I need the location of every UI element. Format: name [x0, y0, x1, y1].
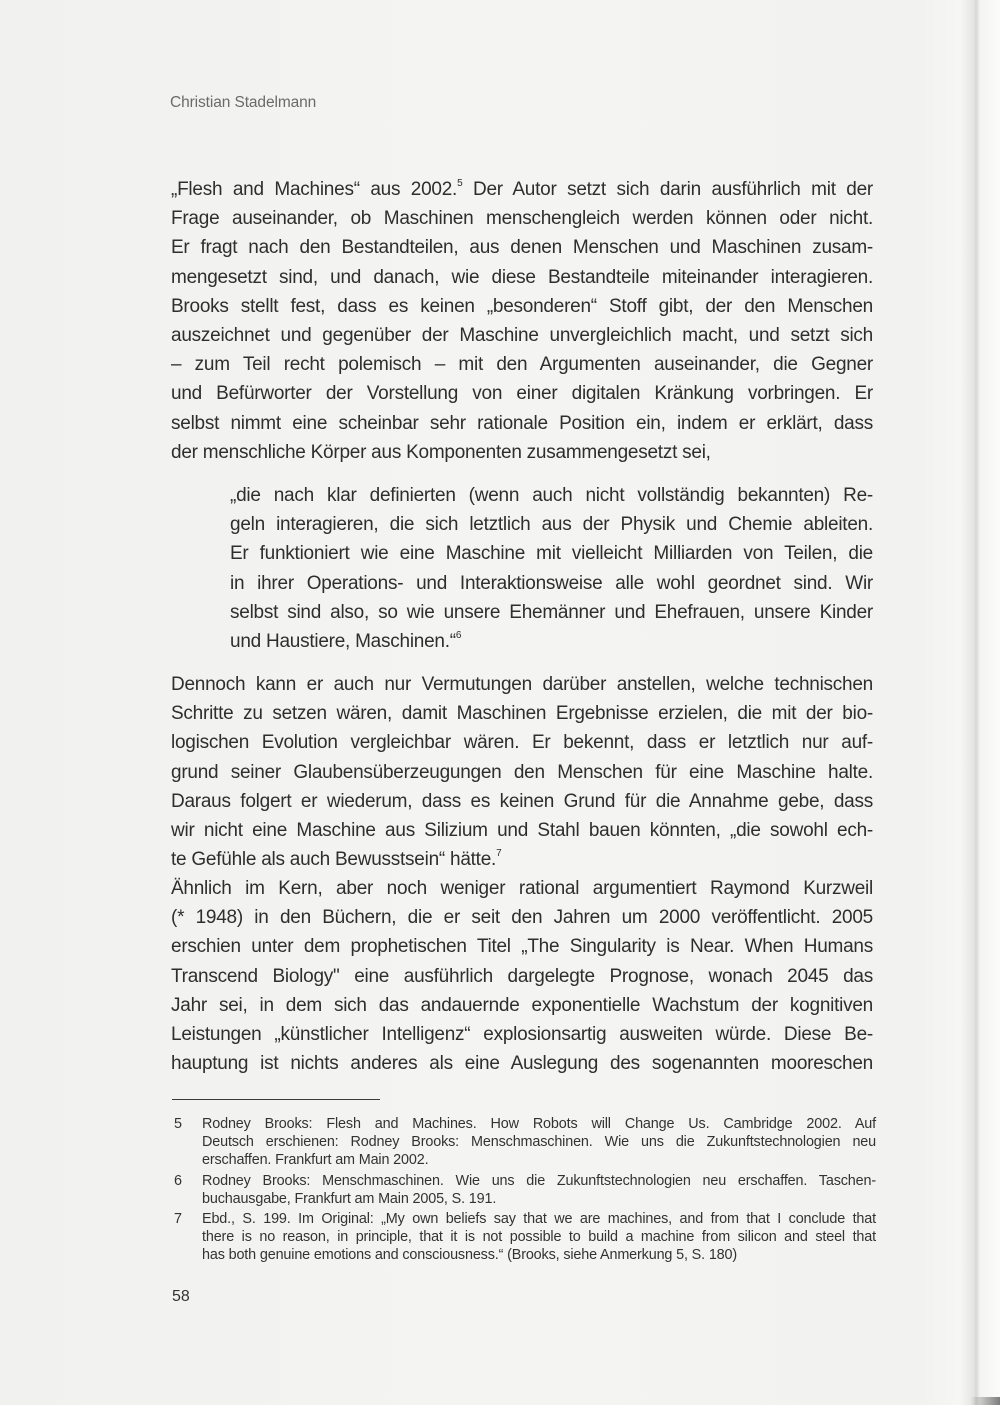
paragraph-1	[171, 175, 873, 467]
footnote-line: Rodney Brooks: Menschmaschinen. Wie uns die Zukunftstechnologien neu erschaffen. Taschen-	[202, 1172, 876, 1189]
text-line: mengesetzt sind, und danach, wie diese Bestandteile miteinander interagieren.	[171, 266, 873, 288]
footnote-line: Deutsch erschienen: Rodney Brooks: Menschmaschinen. Wie uns die Zukunftstechnologien neu	[202, 1134, 876, 1151]
text-line: Frage auseinander, ob Maschinen menschengleich werden können oder nicht.	[171, 208, 873, 230]
text-line: auszeichnet und gegenüber der Maschine unvergleichlich macht, und setzt sich	[171, 324, 873, 346]
footnote-number: 7	[174, 1210, 182, 1227]
text-line: „Flesh and Machines“ aus 2002.$^5$ Der Autor setzt sich darin ausführlich mit der	[171, 178, 874, 200]
footnote-6	[172, 1172, 876, 1208]
footnotes	[172, 1115, 876, 1267]
footnote-ref-5[interactable]: 5	[457, 178, 463, 189]
text-line: Jahr sei, in dem sich das andauernde exponentielle Wachstum der kognitiven	[171, 994, 873, 1016]
paragraph-3	[171, 874, 873, 1078]
text-line: (* 1948) in den Büchern, die er seit den Jahren um 2000 veröffentlicht. 2005	[171, 907, 873, 929]
text-line: wir nicht eine Maschine aus Silizium und Stahl bauen könnten, „die sowohl ech-	[171, 819, 873, 841]
quote-line: selbst sind also, so wie unsere Ehemänner und Ehefrauen, unsere Kinder	[230, 601, 873, 623]
text-line: grund seiner Glaubensüberzeugungen den Menschen für eine Maschine halte.	[171, 761, 873, 783]
text-line: Er fragt nach den Bestandteilen, aus denen Menschen und Maschinen zusam-	[171, 237, 873, 259]
paragraph-2	[171, 670, 873, 874]
quote-line: „die nach klar definierten (wenn auch nicht vollständig bekannten) Re-	[230, 485, 873, 506]
quote-line: und Haustiere, Maschinen.“$^6$	[230, 629, 462, 652]
text-line: der menschliche Körper aus Komponenten zusammengesetzt sei,	[171, 441, 711, 463]
text-line: hauptung ist nichts anderes als eine Auslegung des sogenannten mooreschen	[171, 1053, 873, 1075]
text-line: Transcend Biology" eine ausführlich dargelegte Prognose, wonach 2045 das	[171, 965, 873, 987]
text-line: und Befürworter der Vorstellung von einer digitalen Kränkung vorbringen. Er	[171, 383, 873, 405]
footnote-5	[172, 1115, 876, 1170]
text-line: Leistungen „künstlicher Intelligenz“ explosionsartig ausweiten würde. Diese Be-	[171, 1023, 873, 1045]
footnote-ref-6[interactable]: 6	[455, 629, 462, 641]
footnote-divider	[172, 1099, 380, 1100]
footnote-7	[172, 1210, 876, 1265]
footnote-line: there is no reason, in principle, that it is not possible to build a machine from silicon and steel that	[202, 1229, 876, 1246]
text-line: Schritte zu setzen wären, damit Maschinen Ergebnisse erzielen, die mit der bio-	[171, 703, 873, 725]
text-line: Daraus folgert er wiederum, dass es keinen Grund für die Annahme gebe, dass	[171, 790, 873, 812]
footnote-line: buchausgabe, Frankfurt am Main 2005, S. 191.	[202, 1190, 497, 1207]
text-line: logischen Evolution vergleichbar wären. Er bekennt, dass er letztlich nur auf-	[171, 732, 873, 754]
text-line: erschien unter dem prophetischen Titel „The Singularity is Near. When Humans	[171, 936, 873, 958]
text-line: Dennoch kann er auch nur Vermutungen darüber anstellen, welche technischen	[171, 674, 873, 695]
page-edge-shadow	[970, 1397, 1000, 1405]
text-line: selbst nimmt eine scheinbar sehr rationale Position ein, indem er erklärt, dass	[171, 412, 873, 434]
footnote-number: 6	[174, 1172, 182, 1189]
text-line: – zum Teil recht polemisch – mit den Argumenten auseinander, die Gegner	[171, 354, 873, 376]
quote-line: geln interagieren, die sich letztlich aus der Physik und Chemie ableiten.	[230, 514, 873, 536]
text-line: Ähnlich im Kern, aber noch weniger rational argumentiert Raymond Kurzweil	[171, 878, 873, 899]
footnote-line: Ebd., S. 199. Im Original: „My own beliefs say that we are machines, and from that I conclude that	[202, 1210, 876, 1227]
footnote-number: 5	[174, 1116, 182, 1132]
text-line: te Gefühle als auch Bewusstsein“ hätte.$^7$	[171, 848, 502, 871]
text-line: Brooks stellt fest, dass es keinen „besonderen“ Stoff gibt, der den Menschen	[171, 295, 873, 317]
footnote-line: erschaffen. Frankfurt am Main 2002.	[202, 1152, 429, 1169]
footnote-line: Rodney Brooks: Flesh and Machines. How Robots will Change Us. Cambridge 2002. Auf	[202, 1116, 876, 1132]
running-head: Christian Stadelmann	[170, 94, 317, 111]
quote-line: in ihrer Operations- und Interaktionsweise alle wohl geordnet sind. Wir	[230, 572, 873, 594]
quote-line: Er funktioniert wie eine Maschine mit vielleicht Milliarden von Teilen, die	[230, 543, 873, 565]
footnote-line: has both genuine emotions and consciousness.“ (Brooks, siehe Anmerkung 5, S. 180)	[202, 1247, 738, 1264]
block-quote	[230, 481, 873, 656]
page-number: 58	[172, 1288, 190, 1305]
footnote-ref-7[interactable]: 7	[496, 848, 502, 860]
